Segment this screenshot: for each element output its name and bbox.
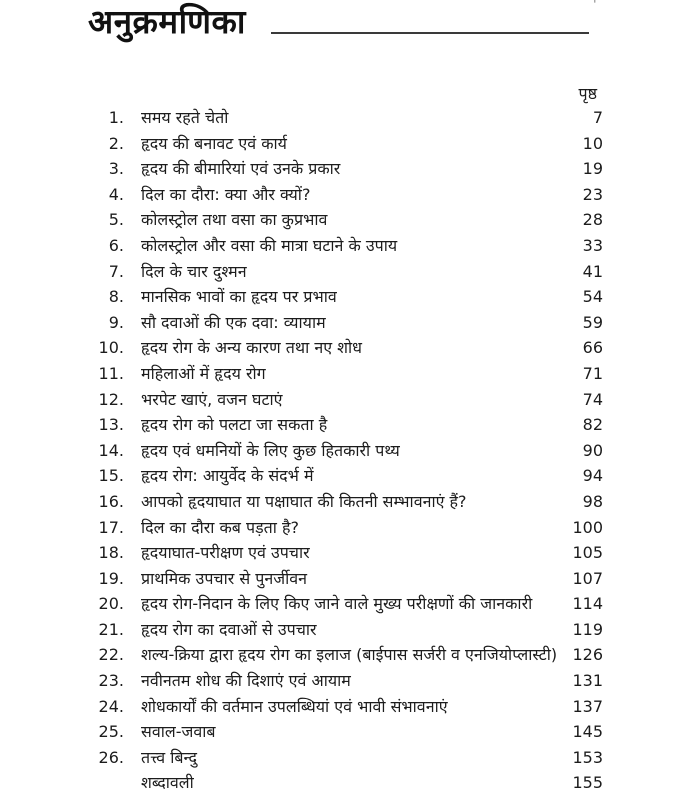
toc-entry-number: 6. (108, 235, 124, 255)
toc-row (88, 668, 603, 694)
toc-entry-number: 4. (108, 184, 124, 204)
toc-row (88, 566, 603, 592)
toc-entry-page: 145 (572, 722, 603, 742)
toc-row (88, 105, 603, 131)
toc-entry-title: शोधकार्यों की वर्तमान उपलब्धियां एवं भावी संभावनाएं (141, 696, 448, 716)
page-title: अनुक्रमणिका (88, 2, 246, 41)
toc-entry-page: 90 (582, 440, 603, 460)
toc-entry-page: 7 (592, 108, 603, 127)
toc-row (88, 387, 603, 413)
toc-entry-title: हृदय रोग का दवाओं से उपचार (141, 619, 317, 639)
toc-entry-number: 17. (98, 517, 124, 537)
toc-entry-number: 8. (108, 287, 124, 307)
toc-entry-number: 15. (98, 466, 124, 486)
toc-entry-title: दिल का दौरा कब पड़ता है? (141, 517, 300, 537)
toc-row (88, 233, 603, 259)
toc-entry-title: मानसिक भावों का हृदय पर प्रभाव (141, 287, 337, 307)
toc-entry-page: 82 (582, 415, 603, 435)
toc-entry-page: 114 (572, 594, 603, 614)
toc-entry-page: 137 (572, 696, 603, 716)
toc-entry-number: 22. (98, 645, 124, 665)
toc-entry-title: समय रहते चेतो (141, 108, 229, 127)
toc-entry-number: 18. (98, 543, 124, 563)
toc-row (88, 335, 603, 361)
toc-entry-number: 10. (98, 338, 124, 358)
toc-row (88, 156, 603, 182)
toc-entry-title: दिल का दौरा: क्या और क्यों? (141, 184, 311, 204)
toc-entry-title: सवाल-जवाब (141, 722, 216, 742)
toc-entry-number: 13. (98, 415, 124, 435)
toc-entry-page: 71 (582, 363, 603, 383)
toc-entry-page: 94 (582, 466, 603, 486)
toc-row (88, 694, 603, 720)
toc-entry-page: 119 (572, 619, 603, 639)
toc-entry-title: महिलाओं में हृदय रोग (141, 363, 266, 383)
toc-entry-page: 19 (582, 159, 603, 179)
toc-entry-title: आपको हृदयाघात या पक्षाघात की कितनी सम्भावनाएं हैं? (141, 491, 467, 511)
toc-entry-number: 5. (108, 210, 124, 230)
toc-entry-title: हृदय रोग: आयुर्वेद के संदर्भ में (141, 466, 314, 486)
toc-entry-number: 3. (108, 159, 124, 179)
toc-entry-page: 28 (582, 210, 603, 230)
toc-entry-title: सौ दवाओं की एक दवा: व्यायाम (141, 312, 326, 332)
toc-row (88, 438, 603, 464)
toc-row (88, 412, 603, 438)
toc-row (88, 284, 603, 310)
toc-entry-title: हृदय एवं धमनियों के लिए कुछ हितकारी पथ्य (141, 440, 400, 460)
toc-entry-number: 16. (98, 491, 124, 511)
toc-row (88, 617, 603, 643)
toc-row (88, 463, 603, 489)
toc-entry-title: हृदय की बनावट एवं कार्य (141, 133, 287, 153)
toc-entry-number: 21. (98, 619, 124, 639)
toc-row (88, 745, 603, 771)
toc-row (88, 182, 603, 208)
toc-entry-title: दिल के चार दुश्मन (141, 261, 247, 281)
toc-row (88, 540, 603, 566)
toc-row (88, 642, 603, 668)
toc-entry-page: 153 (572, 747, 603, 767)
toc-entry-title: हृदय की बीमारियां एवं उनके प्रकार (141, 159, 341, 179)
toc-entry-number: 12. (98, 389, 124, 409)
toc-entry-page: 10 (582, 133, 603, 153)
toc-entry-title: कोलस्ट्रोल तथा वसा का कुप्रभाव (141, 210, 328, 230)
toc-entry-title: प्राथमिक उपचार से पुनर्जीवन (141, 568, 308, 588)
toc-entry-number: 26. (98, 747, 124, 767)
toc-entry-page: 54 (582, 287, 603, 307)
toc-entry-number: 11. (98, 363, 124, 383)
toc-entry-page: 33 (582, 235, 603, 255)
toc-entry-title: शब्दावली (141, 773, 194, 793)
toc-row (88, 207, 603, 233)
toc-row (88, 489, 603, 515)
toc-entry-number: 19. (98, 568, 124, 588)
scan-corner-mark: ' (593, 0, 597, 13)
toc-entry-page: 155 (572, 773, 603, 793)
toc-entry-number: 1. (108, 108, 124, 127)
toc-entry-number: 24. (98, 696, 124, 716)
toc-entry-number: 20. (98, 594, 124, 614)
toc-entry-page: 98 (582, 491, 603, 511)
page-number-column-header: पृष्ठ (578, 84, 597, 103)
title-underline-rule (271, 32, 589, 34)
toc-entry-title: कोलस्ट्रोल और वसा की मात्रा घटाने के उपाय (141, 235, 398, 255)
toc-entry-title: नवीनतम शोध की दिशाएं एवं आयाम (141, 671, 351, 691)
toc-entry-number: 9. (108, 312, 124, 332)
toc-entry-page: 107 (572, 568, 603, 588)
toc-entry-page: 126 (572, 645, 603, 665)
toc-row (88, 259, 603, 285)
toc-entry-page: 66 (582, 338, 603, 358)
toc-row (88, 719, 603, 745)
toc-entry-title: हृदयाघात-परीक्षण एवं उपचार (141, 543, 310, 563)
toc-entry-page: 105 (572, 543, 603, 563)
toc-entry-page: 59 (582, 312, 603, 332)
toc-entry-title: तत्त्व बिन्दु (141, 747, 197, 767)
toc-entry-page: 74 (582, 389, 603, 409)
toc-entry-page: 23 (582, 184, 603, 204)
toc-row (88, 361, 603, 387)
toc-row (88, 131, 603, 157)
toc-entry-number: 14. (98, 440, 124, 460)
toc-list (88, 105, 603, 796)
toc-row (88, 515, 603, 541)
toc-row (88, 310, 603, 336)
toc-entry-number: 7. (108, 261, 124, 281)
toc-entry-title: हृदय रोग-निदान के लिए किए जाने वाले मुख्य परीक्षणों की जानकारी (141, 594, 533, 614)
toc-entry-title: हृदय रोग को पलटा जा सकता है (141, 415, 328, 435)
toc-entry-number: 23. (98, 671, 124, 691)
toc-entry-page: 100 (572, 517, 603, 537)
toc-entry-page: 131 (572, 671, 603, 691)
toc-entry-number: 2. (108, 133, 124, 153)
toc-row (88, 591, 603, 617)
toc-entry-title: भरपेट खाएं, वजन घटाएं (141, 389, 283, 409)
toc-entry-number: 25. (98, 722, 124, 742)
toc-entry-title: हृदय रोग के अन्य कारण तथा नए शोध (141, 338, 363, 358)
toc-row (88, 770, 603, 796)
toc-entry-title: शल्य-क्रिया द्वारा हृदय रोग का इलाज (बाईपास सर्जरी व एनजियोप्लास्टी) (141, 645, 558, 665)
toc-entry-page: 41 (582, 261, 603, 281)
